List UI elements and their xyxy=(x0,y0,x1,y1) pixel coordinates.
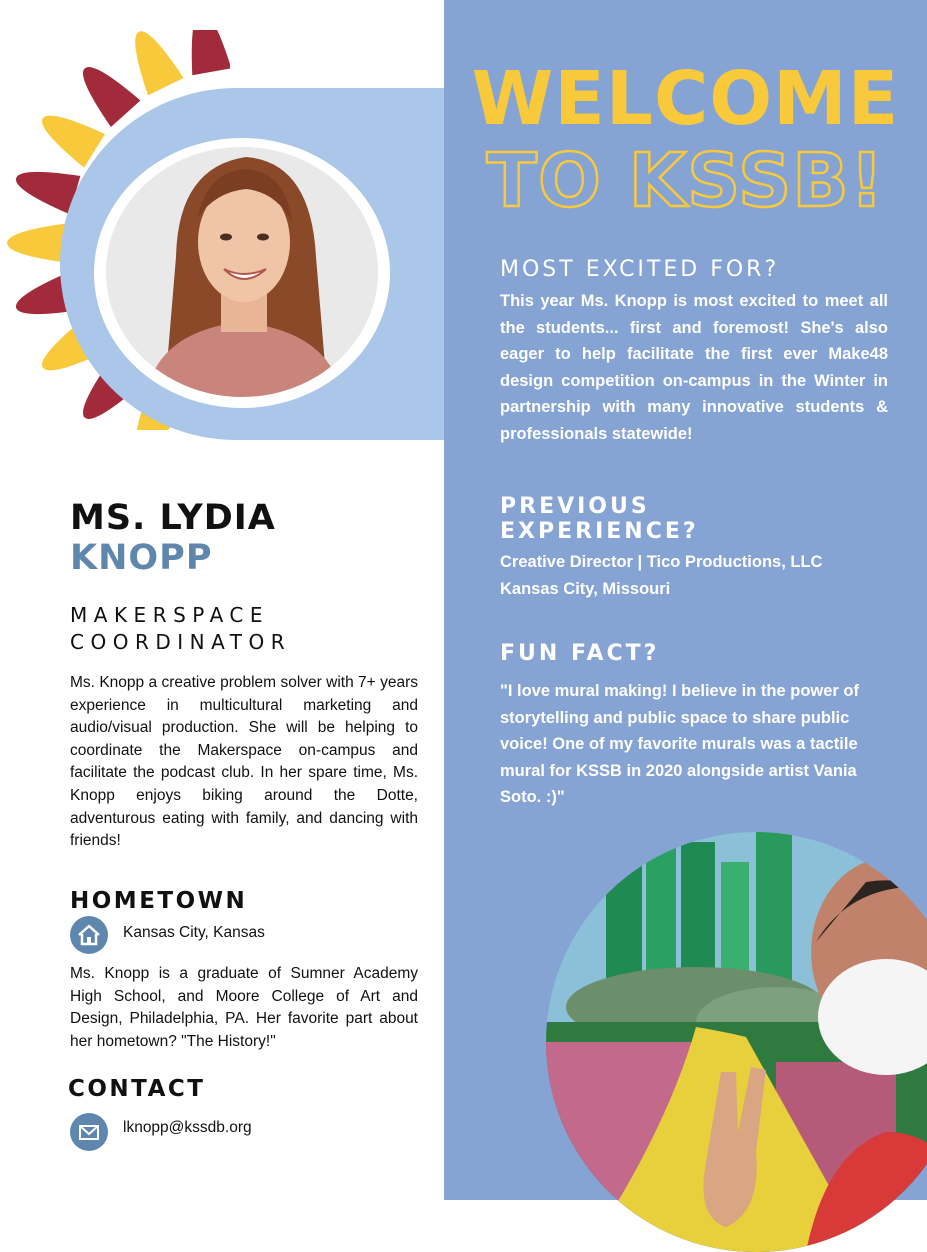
contact-email[interactable]: lknopp@kssdb.org xyxy=(123,1119,252,1136)
excited-heading: MOST EXCITED FOR? xyxy=(500,257,780,282)
welcome-title xyxy=(444,58,927,222)
sunburst-petal xyxy=(83,67,140,127)
experience-heading xyxy=(500,494,699,544)
contact-heading: CONTACT xyxy=(68,1076,206,1102)
job-title-line2: COORDINATOR xyxy=(70,630,292,654)
experience-heading-line2: EXPERIENCE? xyxy=(500,519,699,544)
job-title-line1: MAKERSPACE xyxy=(70,603,269,627)
sunburst-petal xyxy=(135,31,183,95)
envelope-icon xyxy=(70,1113,108,1151)
sunburst-petal xyxy=(7,223,68,263)
name-last: KNOPP xyxy=(70,538,213,578)
hometown-place: Kansas City, Kansas xyxy=(123,924,265,941)
house-icon xyxy=(70,916,108,954)
portrait-photo xyxy=(106,147,378,397)
fun-fact-heading: FUN FACT? xyxy=(500,641,660,666)
excited-text: This year Ms. Knopp is most excited to meet all the students... first and foremost! She's also eager to help facilitate the first ever Make48 design competition on-campus in the Winter in partnership with many innovative students & professionals statewide! xyxy=(500,292,888,443)
welcome-line1: WELCOME xyxy=(471,56,900,142)
hometown-text: Ms. Knopp is a graduate of Sumner Academy High School, and Moore College of Art and Design, Philadelphia, PA. Her favorite part about her hometown? "The History!" xyxy=(70,965,418,1050)
experience-line1: Creative Director | Tico Productions, LLC xyxy=(500,553,823,571)
experience-line2: Kansas City, Missouri xyxy=(500,580,671,598)
experience-heading-line1: PREVIOUS xyxy=(500,494,650,519)
sunburst-petal xyxy=(192,30,230,75)
welcome-line2: TO KSSB! xyxy=(486,138,885,224)
fun-fact-text: "I love mural making! I believe in the power of storytelling and public space to share public voice! One of my favorite murals was a tactile mural for KSSB in 2020 alongside artist Vania Soto. :)" xyxy=(500,682,859,806)
bio-text: Ms. Knopp a creative problem solver with 7+ years experience in multicultural marketing and audio/visual production. She will be helping to coordinate the Makerspace on-campus and facilitate the podcast club. In her spare time, Ms. Knopp enjoys biking around the Dotte, adventurous eating with family, and dancing with friends! xyxy=(70,674,418,850)
job-title xyxy=(70,602,390,656)
hometown-heading: HOMETOWN xyxy=(70,888,248,914)
name-first: MS. LYDIA xyxy=(70,498,276,538)
